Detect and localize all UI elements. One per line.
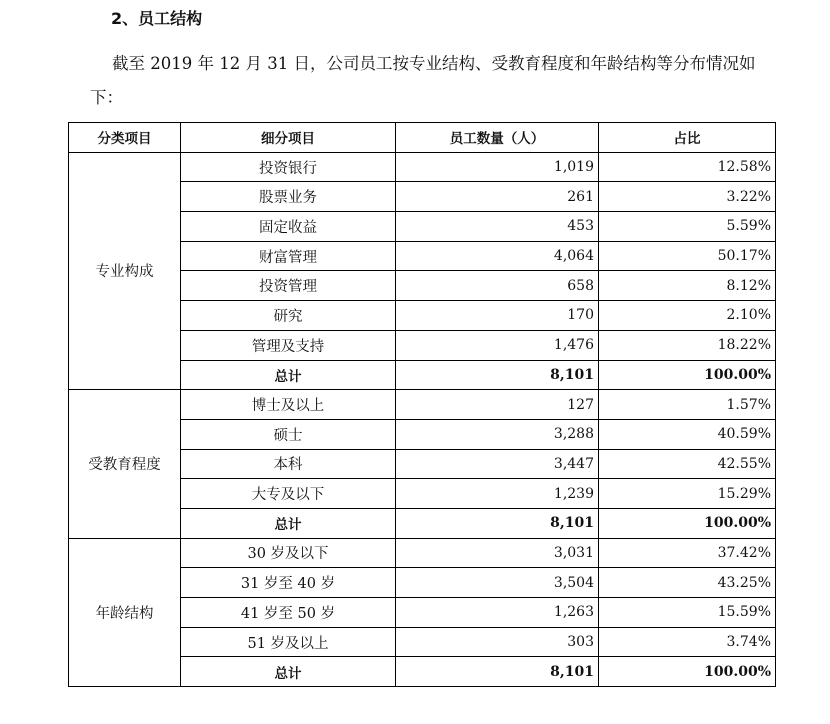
count-cell: 1,239	[396, 479, 599, 509]
count-cell: 453	[396, 212, 599, 242]
subitem-cell: 财富管理	[181, 241, 396, 271]
header-ratio: 占比	[599, 123, 776, 153]
count-cell: 170	[396, 301, 599, 331]
count-cell: 1,019	[396, 152, 599, 182]
subitem-cell: 硕士	[181, 419, 396, 449]
total-label-cell: 总计	[181, 360, 396, 390]
ratio-cell: 2.10%	[599, 301, 776, 331]
ratio-cell: 5.59%	[599, 212, 776, 242]
subitem-cell: 30 岁及以下	[181, 538, 396, 568]
count-cell: 3,031	[396, 538, 599, 568]
count-cell: 303	[396, 627, 599, 657]
subitem-cell: 本科	[181, 449, 396, 479]
table-row	[69, 390, 776, 420]
ratio-cell: 42.55%	[599, 449, 776, 479]
subitem-cell: 管理及支持	[181, 330, 396, 360]
count-cell: 3,504	[396, 568, 599, 598]
ratio-cell: 15.29%	[599, 479, 776, 509]
category-cell: 年龄结构	[69, 538, 181, 686]
ratio-cell: 37.42%	[599, 538, 776, 568]
total-count-cell: 8,101	[396, 657, 599, 687]
subitem-cell: 投资银行	[181, 152, 396, 182]
table-row	[69, 152, 776, 182]
subitem-cell: 51 岁及以上	[181, 627, 396, 657]
ratio-cell: 3.74%	[599, 627, 776, 657]
ratio-cell: 8.12%	[599, 271, 776, 301]
section-heading: 2、员工结构	[111, 9, 203, 28]
count-cell: 658	[396, 271, 599, 301]
count-cell: 261	[396, 182, 599, 212]
ratio-cell: 12.58%	[599, 152, 776, 182]
intro-paragraph: 截至 2019 年 12 月 31 日，公司员工按专业结构、受教育程度和年龄结构等分布情况如下：	[90, 54, 756, 107]
header-subitem: 细分项目	[181, 123, 396, 153]
header-category: 分类项目	[69, 123, 181, 153]
count-cell: 3,288	[396, 419, 599, 449]
subitem-cell: 大专及以下	[181, 479, 396, 509]
table-row	[69, 538, 776, 568]
ratio-cell: 1.57%	[599, 390, 776, 420]
subitem-cell: 投资管理	[181, 271, 396, 301]
ratio-cell: 50.17%	[599, 241, 776, 271]
total-count-cell: 8,101	[396, 360, 599, 390]
ratio-cell: 15.59%	[599, 598, 776, 628]
ratio-cell: 18.22%	[599, 330, 776, 360]
subitem-cell: 博士及以上	[181, 390, 396, 420]
total-count-cell: 8,101	[396, 508, 599, 538]
category-cell: 受教育程度	[69, 390, 181, 538]
table-body	[69, 152, 776, 686]
count-cell: 127	[396, 390, 599, 420]
subitem-cell: 股票业务	[181, 182, 396, 212]
count-cell: 1,476	[396, 330, 599, 360]
total-label-cell: 总计	[181, 508, 396, 538]
total-ratio-cell: 100.00%	[599, 508, 776, 538]
count-cell: 3,447	[396, 449, 599, 479]
total-ratio-cell: 100.00%	[599, 657, 776, 687]
ratio-cell: 40.59%	[599, 419, 776, 449]
subitem-cell: 31 岁至 40 岁	[181, 568, 396, 598]
subitem-cell: 研究	[181, 301, 396, 331]
ratio-cell: 3.22%	[599, 182, 776, 212]
category-cell: 专业构成	[69, 152, 181, 390]
header-count: 员工数量（人）	[396, 123, 599, 153]
count-cell: 1,263	[396, 598, 599, 628]
ratio-cell: 43.25%	[599, 568, 776, 598]
table-header-row	[69, 123, 776, 153]
subitem-cell: 41 岁至 50 岁	[181, 598, 396, 628]
total-label-cell: 总计	[181, 657, 396, 687]
total-ratio-cell: 100.00%	[599, 360, 776, 390]
employee-structure-table	[68, 122, 776, 687]
subitem-cell: 固定收益	[181, 212, 396, 242]
count-cell: 4,064	[396, 241, 599, 271]
